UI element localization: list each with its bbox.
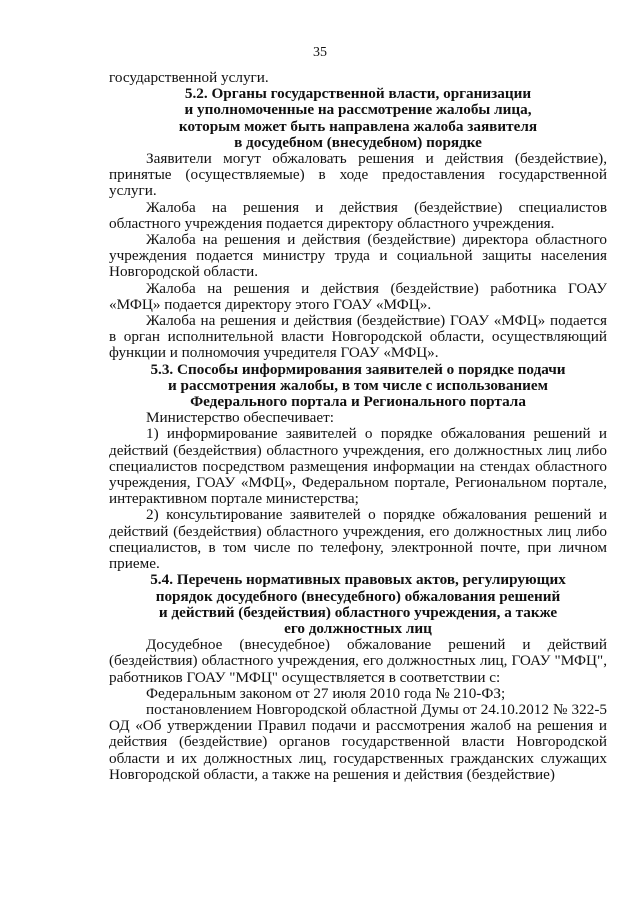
heading-line: которым может быть направлена жалоба заявителя <box>178 117 538 135</box>
page-content <box>109 70 607 783</box>
heading-line: и рассмотрения жалобы, в том числе с использованием <box>167 376 548 394</box>
section-5-2 <box>109 86 607 361</box>
heading-line: 5.4. Перечень нормативных правовых актов, регулирующих <box>150 571 566 589</box>
heading-line: и уполномоченные на рассмотрение жалобы лица, <box>184 101 532 119</box>
heading-line: в досудебном (внесудебном) порядке <box>234 133 482 151</box>
paragraph: Жалоба на решения и действия (бездействие) директора областного учреждения подается министру труда и социальной защиты населения Новгородской области. <box>109 231 607 281</box>
section-5-3-heading <box>109 362 607 411</box>
section-5-2-heading <box>109 86 607 151</box>
paragraph: 2) консультирование заявителей о порядке обжалования решений и действий (бездействия) областного учреждения, его должностных лиц либо специалистов, в том числе по телефону, электронной почте, при личном приеме. <box>109 506 607 573</box>
heading-line: и действий (бездействия) областного учреждения, а также <box>158 603 558 621</box>
paragraph: Министерство обеспечивает: <box>146 409 334 427</box>
section-5-3 <box>109 362 607 573</box>
heading-line: 5.3. Способы информирования заявителей о порядке подачи <box>150 360 566 378</box>
heading-line: 5.2. Органы государственной власти, организации <box>184 85 532 103</box>
heading-line: его должностных лиц <box>284 619 432 637</box>
page-number: 35 <box>313 45 327 60</box>
paragraph: Жалоба на решения и действия (бездействие) ГОАУ «МФЦ» подается в орган исполнительной власти Новгородской области, осуществляющий функции и полномочия учредителя ГОАУ «МФЦ». <box>109 312 607 362</box>
section-5-4-heading <box>109 572 607 637</box>
heading-line: порядок досудебного (внесудебного) обжалования решений <box>155 587 561 605</box>
paragraph: Заявители могут обжаловать решения и действия (бездействие), принятые (осуществляемые) в ходе предоставления государственной услуги. <box>109 150 607 200</box>
paragraph: постановлением Новгородской областной Думы от 24.10.2012 № 322-5 ОД «Об утверждении Правил подачи и рассмотрения жалоб на решения и действия (бездействие) органов государственной власти Новгородской области и их должностных лиц, государственных гражданских служащих Новгородской области, а также на решения и действия (бездействие) <box>109 700 607 783</box>
paragraph: Федеральным законом от 27 июля 2010 года № 210-ФЗ; <box>146 684 506 702</box>
paragraph: 1) информирование заявителей о порядке обжалования решений и действий (бездействия) областного учреждения, его должностных лиц либо специалистов посредством размещения информации на стендах областного учреждения, ГОАУ «МФЦ», Федеральном портале, Региональном портале, интерактивном портале министерства; <box>109 425 607 508</box>
heading-line: Федерального портала и Регионального портала <box>190 393 526 411</box>
section-5-4 <box>109 572 607 783</box>
paragraph: Жалоба на решения и действия (бездействие) специалистов областного учреждения подается директору областного учреждения. <box>109 198 607 232</box>
intro-line: государственной услуги. <box>109 69 269 86</box>
paragraph: Досудебное (внесудебное) обжалование решений и действий (бездействия) областного учреждения, его должностных лиц, ГОАУ "МФЦ", работников ГОАУ "МФЦ" осуществляется в соответствии с: <box>109 636 607 686</box>
paragraph: Жалоба на решения и действия (бездействие) работника ГОАУ «МФЦ» подается директору этого ГОАУ «МФЦ». <box>109 279 607 313</box>
